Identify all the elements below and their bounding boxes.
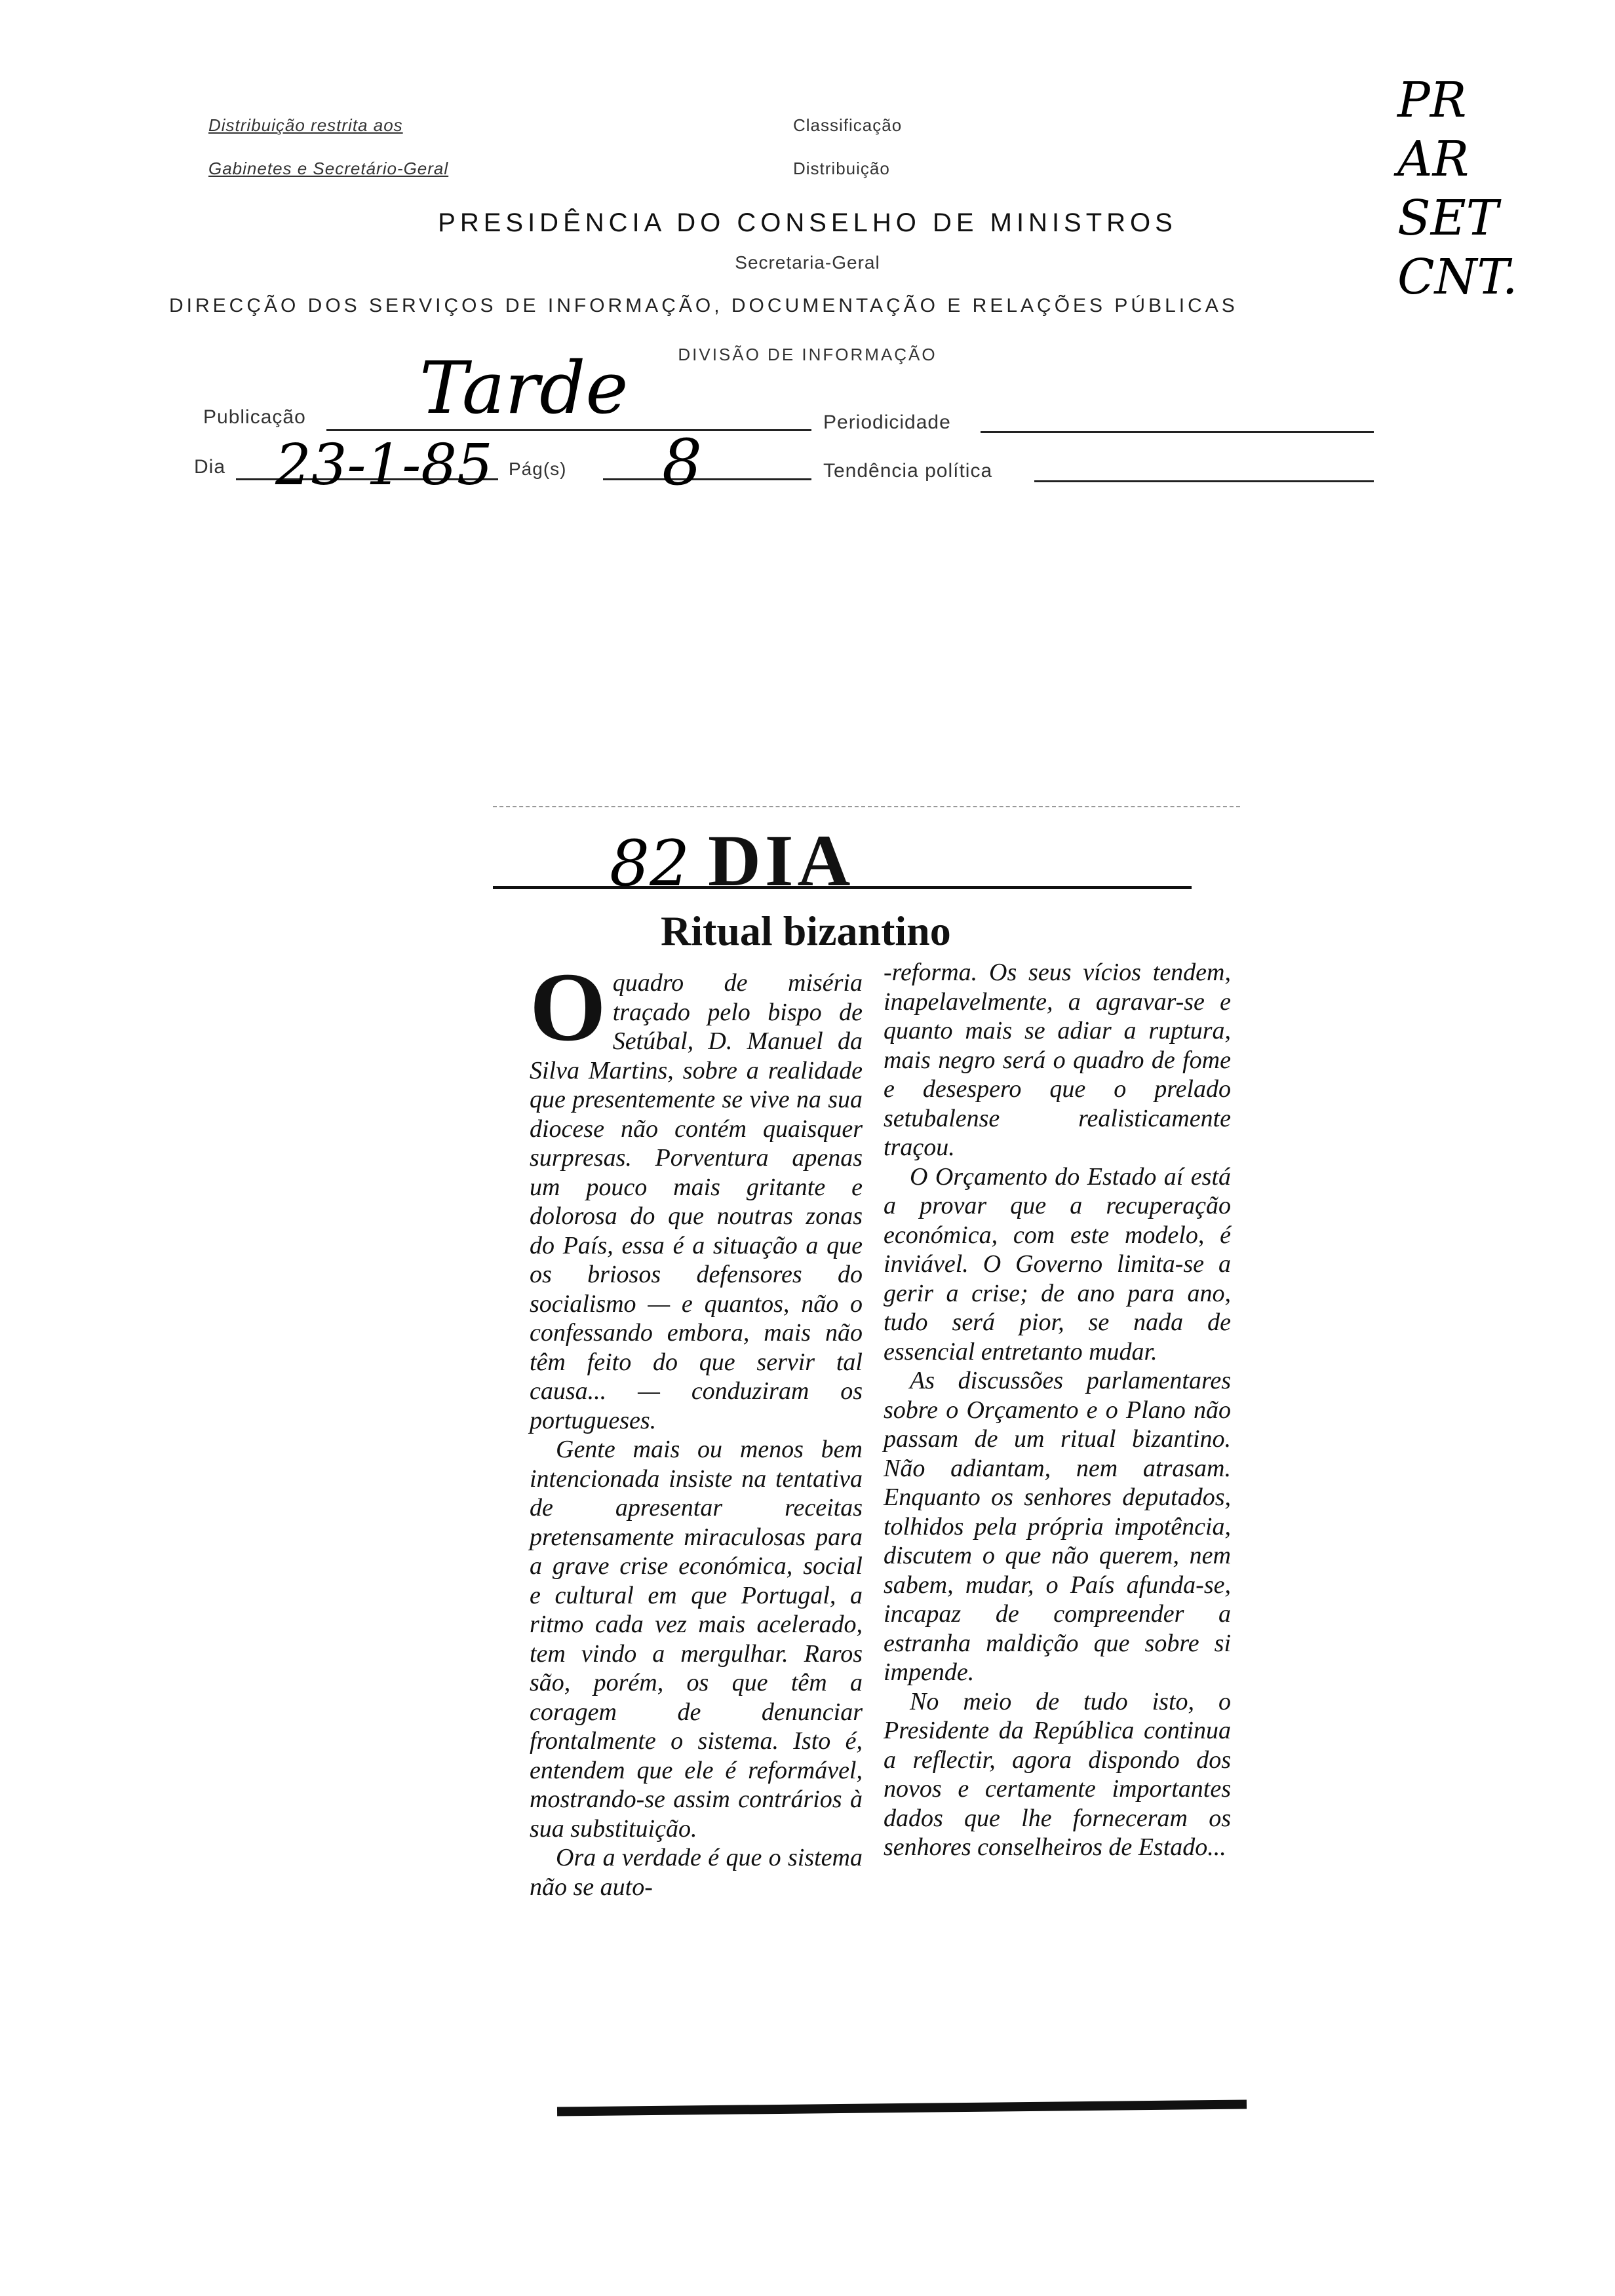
article-title: Ritual bizantino [661, 908, 951, 954]
publication-label: Publicação [203, 406, 306, 428]
margin-note-line-3: SET [1397, 190, 1499, 246]
margin-note-line-4: CNT. [1397, 249, 1518, 305]
article-column-2 [884, 958, 1231, 1862]
article-bottom-rule [557, 2099, 1247, 2116]
margin-note-line-2: AR [1397, 131, 1469, 187]
masthead-rule [493, 886, 1192, 889]
article-col1-paragraph-2: Gente mais ou menos bem intencionada insiste na tentativa de apresentar receitas pretensamente miraculosas para a grave crise económica, social e cultural em que Portugal, a ritmo cada vez mais acelerado, tem vindo a mergulhar. Raros são, porém, os que têm a coragem de denunciar frontalmente o sistema. Isto é, entendem que ele é reformável, mostrando-se assim contrários à sua substituição. [530, 1436, 863, 1843]
article-col2-paragraph-1: -reforma. Os seus vícios tendem, inapelavelmente, a agravar-se e quanto mais se adiar a ruptura, mais negro será o quadro de fome e desespero que o prelado setubalense realisticamente traçou. [884, 959, 1231, 1161]
margin-note [1397, 71, 1607, 307]
pages-handwritten-value: 8 [662, 426, 703, 499]
publication-handwritten-value: Tarde [419, 346, 629, 430]
article-col1-paragraph-1: quadro de miséria traçado pelo bispo de Setúbal, D. Manuel da Silva Martins, sobre a realidade que presentemente se vive na sua diocese não contém quaisquer surpresas. Porventura apenas um pouco mais gritante e dolorosa do que noutras zonas do País, essa é a situação a que os briosos defensores do socialismo — e quantos, não o confessando embora, mais não têm feito do que servir tal causa... — conduziram os portugueses. [530, 969, 863, 1434]
division-label: DIVISÃO DE INFORMAÇÃO [678, 345, 937, 364]
distribution-label: Distribuição [793, 159, 890, 178]
handwritten-mark: 82 [610, 827, 690, 900]
classification-label: Classificação [793, 115, 903, 135]
pages-field-line [603, 478, 811, 480]
pages-label: Pág(s) [509, 459, 567, 479]
day-handwritten-value: 23-1-85 [275, 432, 493, 498]
distribution-restricted-line1: Distribuição restrita aos [208, 115, 403, 135]
political-tendency-field-line [1034, 480, 1374, 482]
political-tendency-label: Tendência política [823, 460, 993, 482]
org-title: PRESIDÊNCIA DO CONSELHO DE MINISTROS [438, 208, 1177, 237]
section-masthead: DIA [708, 820, 855, 902]
periodicity-label: Periodicidade [823, 411, 951, 433]
directorate-label: DIRECÇÃO DOS SERVIÇOS DE INFORMAÇÃO, DOCUMENTAÇÃO E RELAÇÕES PÚBLICAS [169, 295, 1238, 316]
secretariat-label: Secretaria-Geral [735, 252, 880, 273]
article-col2-paragraph-4: No meio de tudo isto, o Presidente da República continua a reflectir, agora dispondo dos novos e certamente importantes dados que lhe forneceram os senhores conselheiros de Estado... [884, 1687, 1231, 1861]
periodicity-field-line [981, 431, 1374, 433]
distribution-restricted-line2: Gabinetes e Secretário-Geral [208, 159, 449, 178]
article-dropcap: O [530, 953, 606, 1062]
day-label: Dia [194, 456, 226, 478]
clipping-top-edge [493, 806, 1240, 810]
article-column-1 [530, 953, 863, 1902]
article-col2-paragraph-2: O Orçamento do Estado aí está a provar que a recuperação económica, com este modelo, é inviável. O Governo limita-se a gerir a crise; de ano para ano, tudo será pior, se nada de essencial entretanto mudar. [884, 1162, 1231, 1366]
article-col2-paragraph-3: As discussões parlamentares sobre o Orçamento e o Plano não passam de um ritual bizantino. Não adiantam, nem atrasam. Enquanto os senhores deputados, tolhidos pela própria impotência, discutem o que não querem, nem sabem, mudar, o País afunda-se, incapaz de compreender a estranha maldição que sobre si impende. [884, 1367, 1231, 1686]
margin-note-line-1: PR [1397, 72, 1467, 128]
article-col1-paragraph-3: Ora a verdade é que o sistema não se auto- [530, 1844, 863, 1901]
